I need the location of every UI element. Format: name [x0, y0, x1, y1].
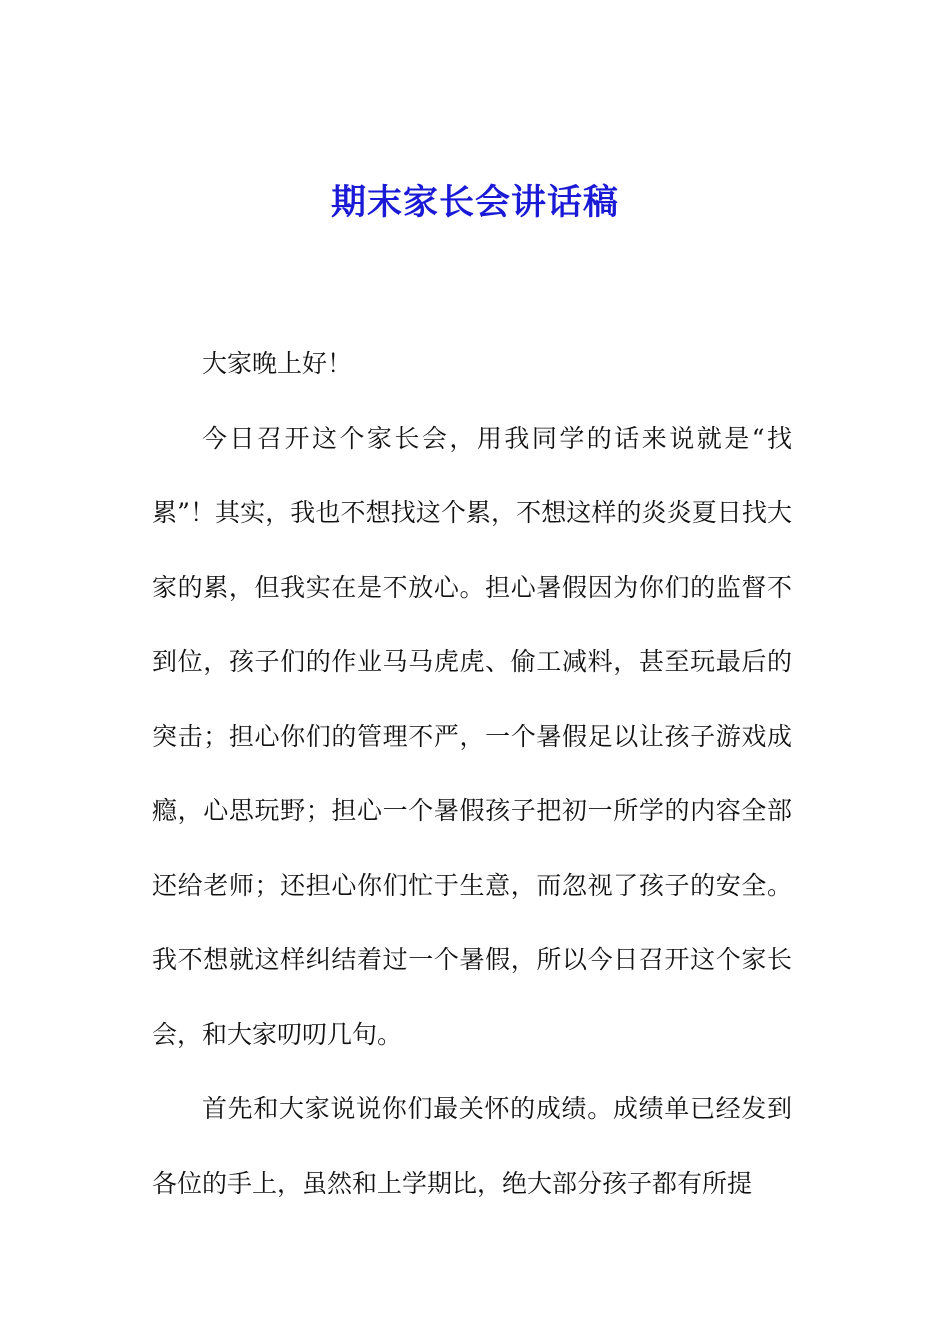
paragraph-grades: 首先和大家说说你们最关怀的成绩。成绩单已经发到各位的手上，虽然和上学期比，绝大部分孩子都有所提: [152, 1094, 792, 1198]
document-title: 期末家长会讲话稿: [330, 183, 619, 223]
paragraph-greeting: 大家晚上好！: [202, 349, 353, 378]
paragraph-intro: 今日召开这个家长会，用我同学的话来说就是“找累”！其实，我也不想找这个累，不想这样的炎炎夏日找大家的累，但我实在是不放心。担心暑假因为你们的监督不到位，孩子们的作业马马虎虎、偷工减料，甚至玩最后的突击；担心你们的管理不严，一个暑假足以让孩子游戏成瘾，心思玩野；担心一个暑假孩子把初一所学的内容全部还给老师；还担心你们忙于生意，而忽视了孩子的安全。我不想就这样纠结着过一个暑假，所以今日召开这个家长会，和大家叨叨几句。: [152, 423, 792, 1049]
document-body: [152, 327, 792, 1221]
